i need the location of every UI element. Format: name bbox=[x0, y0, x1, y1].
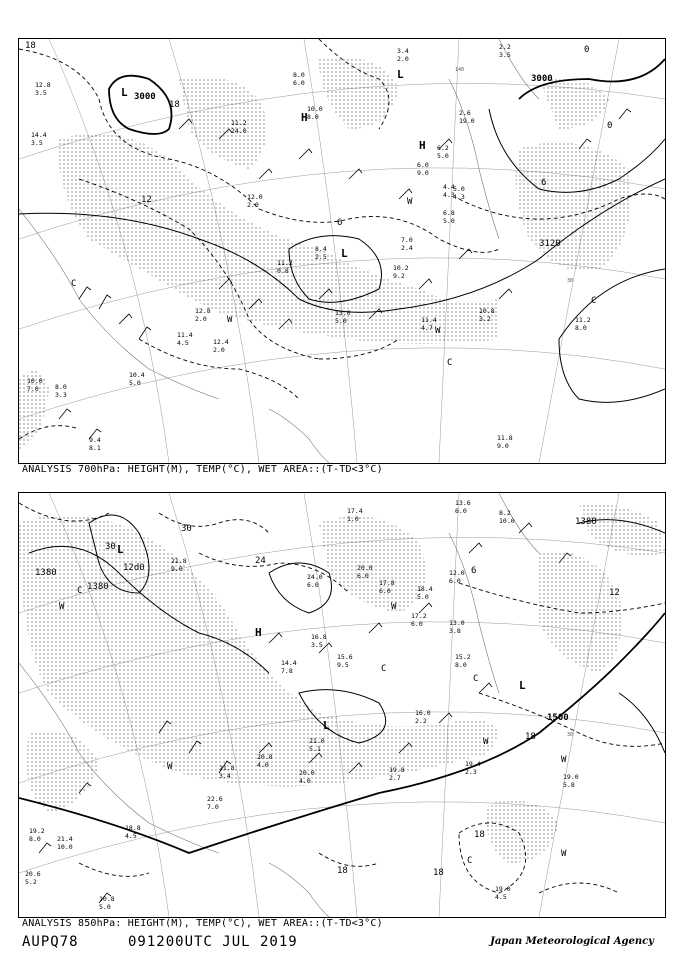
high-center: H bbox=[255, 626, 262, 639]
svg-text:12.0: 12.0 bbox=[449, 569, 465, 577]
svg-text:2.7: 2.7 bbox=[389, 774, 401, 782]
svg-text:4.7: 4.7 bbox=[421, 324, 433, 332]
svg-text:3.4: 3.4 bbox=[219, 772, 231, 780]
contour-label-12: 12 bbox=[141, 195, 152, 205]
station-plot bbox=[315, 245, 327, 261]
station-plot bbox=[231, 119, 247, 135]
caption-700hpa: ANALYSIS 700hPa: HEIGHT(M), TEMP(°C), WET AREA::(T-TD<3°C) bbox=[22, 464, 383, 475]
svg-text:3.5: 3.5 bbox=[31, 139, 43, 147]
lon-label-140: 140 bbox=[455, 67, 465, 73]
station-plot bbox=[31, 131, 47, 147]
station-plot bbox=[563, 773, 579, 789]
svg-text:10.0: 10.0 bbox=[307, 105, 323, 113]
contour-label-3000-east: 3000 bbox=[531, 74, 553, 84]
caption-850hpa: ANALYSIS 850hPa: HEIGHT(M), TEMP(°C), WET AREA::(T-TD<3°C) bbox=[22, 918, 383, 929]
svg-text:11.4: 11.4 bbox=[177, 331, 193, 339]
svg-text:3.4: 3.4 bbox=[397, 47, 409, 55]
high-center-east: H bbox=[419, 139, 426, 152]
svg-text:6.2: 6.2 bbox=[437, 144, 449, 152]
station-plot bbox=[57, 835, 73, 851]
station-plot bbox=[29, 827, 45, 843]
station-plot bbox=[499, 509, 515, 525]
svg-text:8.0: 8.0 bbox=[29, 835, 41, 843]
low-center-west: L bbox=[121, 86, 128, 99]
contour-label-3000-west: 3000 bbox=[134, 92, 156, 102]
svg-text:16.0: 16.0 bbox=[415, 709, 431, 717]
station-plot bbox=[281, 659, 297, 675]
station-plot bbox=[437, 144, 449, 160]
contour-label-18-se: 18 bbox=[433, 868, 444, 878]
svg-text:4.0: 4.0 bbox=[299, 777, 311, 785]
high-center-north: H bbox=[301, 111, 308, 124]
cold-center-3: C bbox=[591, 296, 597, 306]
svg-text:21.8: 21.8 bbox=[219, 764, 235, 772]
low-center-north: L bbox=[397, 68, 404, 81]
svg-text:10.4: 10.4 bbox=[129, 371, 145, 379]
station-plot bbox=[129, 371, 145, 387]
svg-text:15.2: 15.2 bbox=[455, 653, 471, 661]
svg-text:3.2: 3.2 bbox=[479, 315, 491, 323]
svg-text:11.2: 11.2 bbox=[277, 259, 293, 267]
cold-center-2: C bbox=[447, 358, 453, 368]
station-plot bbox=[247, 193, 263, 209]
svg-text:8.0: 8.0 bbox=[55, 383, 67, 391]
warm-center-1: W bbox=[407, 197, 413, 207]
contour-label-1500: 1500 bbox=[547, 713, 569, 723]
station-plot bbox=[411, 612, 427, 628]
station-plot bbox=[55, 383, 67, 399]
svg-text:2.4: 2.4 bbox=[401, 244, 413, 252]
svg-text:19.0: 19.0 bbox=[459, 117, 475, 125]
svg-text:7.0: 7.0 bbox=[401, 236, 413, 244]
svg-text:5.1: 5.1 bbox=[309, 745, 321, 753]
svg-text:8.2: 8.2 bbox=[499, 509, 511, 517]
svg-text:4.3: 4.3 bbox=[453, 193, 465, 201]
contour-label-6: 6 bbox=[471, 566, 477, 576]
svg-text:8.0: 8.0 bbox=[575, 324, 587, 332]
station-plot bbox=[495, 885, 511, 901]
graticule-labels bbox=[567, 732, 573, 738]
svg-text:17.8: 17.8 bbox=[379, 579, 395, 587]
svg-text:13.0: 13.0 bbox=[335, 309, 351, 317]
svg-text:9.2: 9.2 bbox=[393, 272, 405, 280]
svg-text:4.5: 4.5 bbox=[177, 339, 189, 347]
station-plot bbox=[499, 43, 511, 59]
svg-text:18.4: 18.4 bbox=[417, 585, 433, 593]
station-plot bbox=[337, 653, 353, 669]
svg-text:21.8: 21.8 bbox=[171, 557, 187, 565]
svg-text:2.0: 2.0 bbox=[213, 346, 225, 354]
svg-text:11.4: 11.4 bbox=[421, 316, 437, 324]
contour-label-30: 30 bbox=[181, 524, 192, 534]
station-plot bbox=[415, 709, 431, 725]
svg-text:5.0: 5.0 bbox=[335, 317, 347, 325]
svg-text:13.0: 13.0 bbox=[449, 619, 465, 627]
chart-700hpa-map bbox=[19, 39, 665, 463]
svg-text:3.8: 3.8 bbox=[449, 627, 461, 635]
lat-label-30: 30 bbox=[567, 278, 574, 284]
svg-text:19.2: 19.2 bbox=[29, 827, 45, 835]
svg-text:5.0: 5.0 bbox=[99, 903, 111, 911]
svg-text:14.4: 14.4 bbox=[31, 131, 47, 139]
svg-text:24.0: 24.0 bbox=[307, 573, 323, 581]
svg-text:0.8: 0.8 bbox=[277, 267, 289, 275]
lat-label-30: 30 bbox=[567, 732, 574, 738]
chart-850hpa bbox=[18, 492, 666, 918]
svg-text:12.8: 12.8 bbox=[35, 81, 51, 89]
svg-text:20.8: 20.8 bbox=[257, 753, 273, 761]
svg-text:2.2: 2.2 bbox=[499, 43, 511, 51]
station-plot bbox=[449, 569, 465, 585]
valid-time: 091200UTC JUL 2019 bbox=[128, 934, 298, 950]
svg-text:5.0: 5.0 bbox=[129, 379, 141, 387]
cold-center-1: C bbox=[77, 586, 83, 596]
low-center-mid: L bbox=[323, 719, 330, 732]
svg-text:6.0: 6.0 bbox=[379, 587, 391, 595]
svg-text:11.2: 11.2 bbox=[575, 316, 591, 324]
station-plot bbox=[393, 264, 409, 280]
contour-label-18-sw: 18 bbox=[337, 866, 348, 876]
svg-text:15.6: 15.6 bbox=[337, 653, 353, 661]
chart-850hpa-map bbox=[19, 493, 665, 917]
svg-text:13.6: 13.6 bbox=[455, 499, 471, 507]
svg-text:8.0: 8.0 bbox=[293, 71, 305, 79]
warm-center-3: W bbox=[227, 315, 233, 325]
svg-text:12.4: 12.4 bbox=[213, 338, 229, 346]
svg-text:20.6: 20.6 bbox=[25, 870, 41, 878]
svg-text:21.4: 21.4 bbox=[57, 835, 73, 843]
cold-center-1: C bbox=[71, 279, 77, 289]
svg-text:9.0: 9.0 bbox=[497, 442, 509, 450]
contour-label-1380-east: 1380 bbox=[575, 517, 597, 527]
warm-center-2: W bbox=[435, 326, 441, 336]
svg-text:4.5: 4.5 bbox=[125, 832, 137, 840]
station-plot bbox=[443, 209, 455, 225]
svg-text:5.0: 5.0 bbox=[443, 217, 455, 225]
svg-text:18.8: 18.8 bbox=[125, 824, 141, 832]
svg-text:5.0: 5.0 bbox=[453, 185, 465, 193]
low-center-east: L bbox=[519, 679, 526, 692]
station-plot bbox=[449, 619, 465, 635]
warm-center-5: W bbox=[561, 755, 567, 765]
station-plot bbox=[311, 633, 327, 649]
contour-label-18-mid: 18 bbox=[169, 100, 180, 110]
station-plot bbox=[417, 585, 433, 601]
contour-label-18-east: 18 bbox=[525, 732, 536, 742]
svg-text:9.0: 9.0 bbox=[171, 565, 183, 573]
station-plot bbox=[575, 316, 591, 332]
warm-center-3: W bbox=[167, 762, 173, 772]
low-center-west: L bbox=[117, 543, 124, 556]
svg-text:2.5: 2.5 bbox=[315, 253, 327, 261]
warm-center-6: W bbox=[561, 849, 567, 859]
svg-text:9.5: 9.5 bbox=[337, 661, 349, 669]
station-plot bbox=[195, 307, 211, 323]
svg-text:19.0: 19.0 bbox=[495, 885, 511, 893]
contour-label-30-b: 30 bbox=[105, 542, 116, 552]
svg-text:24.0: 24.0 bbox=[231, 127, 247, 135]
contour-label-6-east: 6 bbox=[541, 178, 547, 188]
svg-text:2.0: 2.0 bbox=[247, 201, 259, 209]
svg-text:11.8: 11.8 bbox=[497, 434, 513, 442]
contour-label-18-corner: 18 bbox=[25, 41, 36, 51]
station-plot bbox=[497, 434, 513, 450]
svg-text:9.4: 9.4 bbox=[89, 436, 101, 444]
svg-text:10.0: 10.0 bbox=[27, 377, 43, 385]
station-plot bbox=[459, 109, 475, 125]
station-plot bbox=[99, 895, 115, 911]
svg-text:19.0: 19.0 bbox=[563, 773, 579, 781]
svg-text:17.2: 17.2 bbox=[411, 612, 427, 620]
svg-text:2.0: 2.0 bbox=[195, 315, 207, 323]
svg-text:19.4: 19.4 bbox=[465, 760, 481, 768]
svg-text:6.0: 6.0 bbox=[357, 572, 369, 580]
contour-label-24: 24 bbox=[255, 556, 266, 566]
svg-text:12.8: 12.8 bbox=[195, 307, 211, 315]
station-plot bbox=[453, 185, 465, 201]
contour-label-1380-west2: 1380 bbox=[87, 582, 109, 592]
product-code: AUPQ78 bbox=[22, 934, 79, 950]
svg-text:8.1: 8.1 bbox=[89, 444, 101, 452]
svg-text:10.8: 10.8 bbox=[479, 307, 495, 315]
svg-text:2.2: 2.2 bbox=[415, 717, 427, 725]
station-plot bbox=[207, 795, 223, 811]
low-center-mid: L bbox=[341, 247, 348, 260]
svg-text:17.4: 17.4 bbox=[347, 507, 363, 515]
contour-label-3120: 3120 bbox=[539, 239, 561, 249]
contour-label-12: 12 bbox=[609, 588, 620, 598]
svg-text:10.8: 10.8 bbox=[99, 895, 115, 903]
svg-text:7.8: 7.8 bbox=[281, 667, 293, 675]
wet-areas bbox=[19, 503, 665, 863]
svg-text:8.4: 8.4 bbox=[315, 245, 327, 253]
svg-text:2.6: 2.6 bbox=[459, 109, 471, 117]
svg-text:1.0: 1.0 bbox=[347, 515, 359, 523]
svg-text:20.0: 20.0 bbox=[357, 564, 373, 572]
svg-text:2.3: 2.3 bbox=[465, 768, 477, 776]
cold-center-4: C bbox=[467, 856, 473, 866]
station-plot bbox=[397, 47, 409, 63]
station-plot bbox=[465, 760, 481, 776]
contour-label-18-south: 18 bbox=[474, 830, 485, 840]
station-plot bbox=[89, 436, 101, 452]
station-plot bbox=[35, 81, 51, 97]
cold-center-3: C bbox=[473, 674, 479, 684]
svg-text:10.0: 10.0 bbox=[499, 517, 515, 525]
svg-text:6.8: 6.8 bbox=[443, 209, 455, 217]
svg-text:4.0: 4.0 bbox=[257, 761, 269, 769]
contour-label-6: 6 bbox=[337, 218, 343, 228]
svg-text:21.0: 21.0 bbox=[309, 737, 325, 745]
svg-text:6.0: 6.0 bbox=[449, 577, 461, 585]
svg-text:6.0: 6.0 bbox=[411, 620, 423, 628]
agency-name: Japan Meteorological Agency bbox=[490, 936, 654, 947]
svg-text:6.0: 6.0 bbox=[293, 79, 305, 87]
svg-text:12.0: 12.0 bbox=[247, 193, 263, 201]
station-plot bbox=[455, 499, 471, 515]
station-plot bbox=[25, 870, 41, 886]
svg-text:11.2: 11.2 bbox=[231, 119, 247, 127]
svg-text:4.4: 4.4 bbox=[443, 183, 455, 191]
svg-text:6.0: 6.0 bbox=[417, 161, 429, 169]
svg-text:7.0: 7.0 bbox=[207, 803, 219, 811]
warm-center-2: W bbox=[391, 602, 397, 612]
station-plot bbox=[307, 105, 323, 121]
svg-text:10.2: 10.2 bbox=[393, 264, 409, 272]
svg-text:4.5: 4.5 bbox=[495, 893, 507, 901]
station-plot bbox=[389, 766, 405, 782]
svg-text:6.0: 6.0 bbox=[455, 507, 467, 515]
station-plot bbox=[455, 653, 471, 669]
contour-label-12d0: 12d0 bbox=[123, 563, 145, 573]
svg-text:6.0: 6.0 bbox=[307, 581, 319, 589]
svg-text:2.0: 2.0 bbox=[397, 55, 409, 63]
station-plot bbox=[125, 824, 141, 840]
svg-text:22.6: 22.6 bbox=[207, 795, 223, 803]
svg-text:14.4: 14.4 bbox=[281, 659, 297, 667]
svg-text:4.3: 4.3 bbox=[443, 191, 455, 199]
svg-text:8.0: 8.0 bbox=[307, 113, 319, 121]
station-plot bbox=[177, 331, 193, 347]
cold-center-2: C bbox=[381, 664, 387, 674]
contour-label-0-ne: 0 bbox=[584, 45, 590, 55]
svg-text:3.5: 3.5 bbox=[35, 89, 47, 97]
svg-text:9.0: 9.0 bbox=[417, 169, 429, 177]
svg-text:5.0: 5.0 bbox=[417, 593, 429, 601]
svg-text:3.3: 3.3 bbox=[55, 391, 67, 399]
svg-text:5.0: 5.0 bbox=[437, 152, 449, 160]
station-plot bbox=[417, 161, 429, 177]
svg-text:16.8: 16.8 bbox=[311, 633, 327, 641]
svg-text:3.5: 3.5 bbox=[311, 641, 323, 649]
chart-700hpa bbox=[18, 38, 666, 464]
svg-text:5.2: 5.2 bbox=[25, 878, 37, 886]
svg-text:20.0: 20.0 bbox=[299, 769, 315, 777]
svg-text:10.0: 10.0 bbox=[57, 843, 73, 851]
svg-text:3.5: 3.5 bbox=[499, 51, 511, 59]
station-plot bbox=[401, 236, 413, 252]
contour-label-1380-west: 1380 bbox=[35, 568, 57, 578]
station-plot bbox=[213, 338, 229, 354]
svg-text:8.0: 8.0 bbox=[455, 661, 467, 669]
station-plot bbox=[307, 573, 323, 589]
warm-center-4: W bbox=[483, 737, 489, 747]
station-plot bbox=[293, 71, 305, 87]
svg-text:19.8: 19.8 bbox=[389, 766, 405, 774]
svg-text:5.8: 5.8 bbox=[563, 781, 575, 789]
svg-text:7.0: 7.0 bbox=[27, 385, 39, 393]
warm-center-1: W bbox=[59, 602, 65, 612]
contour-label-0: 0 bbox=[607, 121, 613, 131]
